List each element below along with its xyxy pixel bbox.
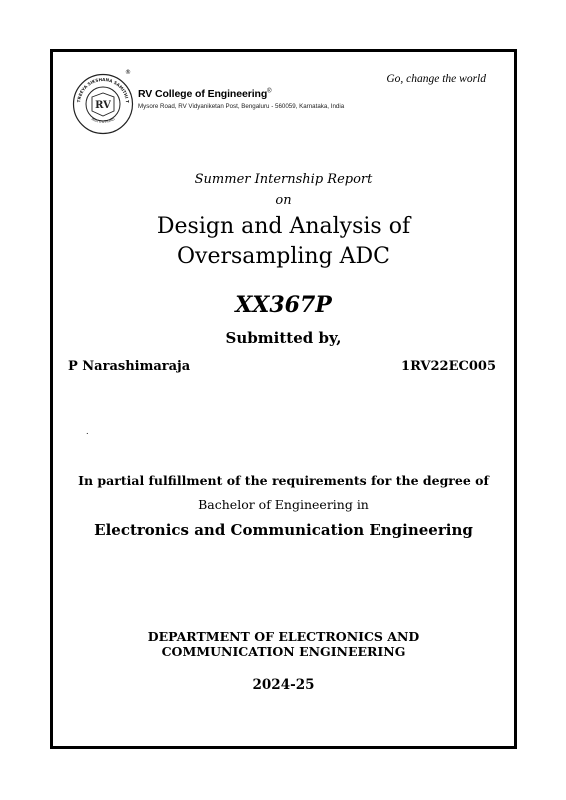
degree-name: Bachelor of Engineering in <box>198 497 369 512</box>
course-code: XX367P <box>235 292 332 318</box>
fulfillment-statement: In partial fulfillment of the requirements for the degree of <box>78 473 489 488</box>
svg-text:RASHTREEYA SIKSHANA SAMITHI TR <box>72 73 130 103</box>
college-tagline: Go, change the world <box>386 73 486 85</box>
college-seal-icon <box>72 73 134 135</box>
report-title <box>50 212 517 272</box>
submitted-by: Submitted by, <box>225 329 342 347</box>
student-usn: 1RV22EC005 <box>401 359 496 374</box>
seal-top-text: TREEYA SIKSHANA SAMITHI T <box>76 76 131 104</box>
report-title-line1: Design and Analysis of <box>156 214 411 239</box>
seal-registered-mark: ® <box>125 69 131 76</box>
seal-monogram: RV <box>95 100 111 111</box>
registered-mark: ® <box>267 88 272 95</box>
college-name: RV College of Engineering® <box>138 88 272 100</box>
department-name <box>50 629 517 659</box>
svg-text:INSTITUTIONS <box>91 116 117 124</box>
academic-year: 2024-25 <box>252 677 315 693</box>
department-line2: COMMUNICATION ENGINEERING <box>161 644 406 659</box>
student-name: P Narashimaraja <box>68 359 191 374</box>
college-address: Mysore Road, RV Vidyaniketan Post, Bengaluru - 560059, Karnataka, India <box>138 103 345 110</box>
branch-name: Electronics and Communication Engineering <box>94 521 473 539</box>
stray-dot: . <box>86 427 89 436</box>
seal-bottom-text: INSTITUTIONS <box>90 116 116 125</box>
department-line1: DEPARTMENT OF ELECTRONICS AND <box>147 629 420 644</box>
report-on: on <box>275 193 292 208</box>
report-type: Summer Internship Report <box>194 172 373 187</box>
report-title-line2: Oversampling ADC <box>176 244 391 269</box>
